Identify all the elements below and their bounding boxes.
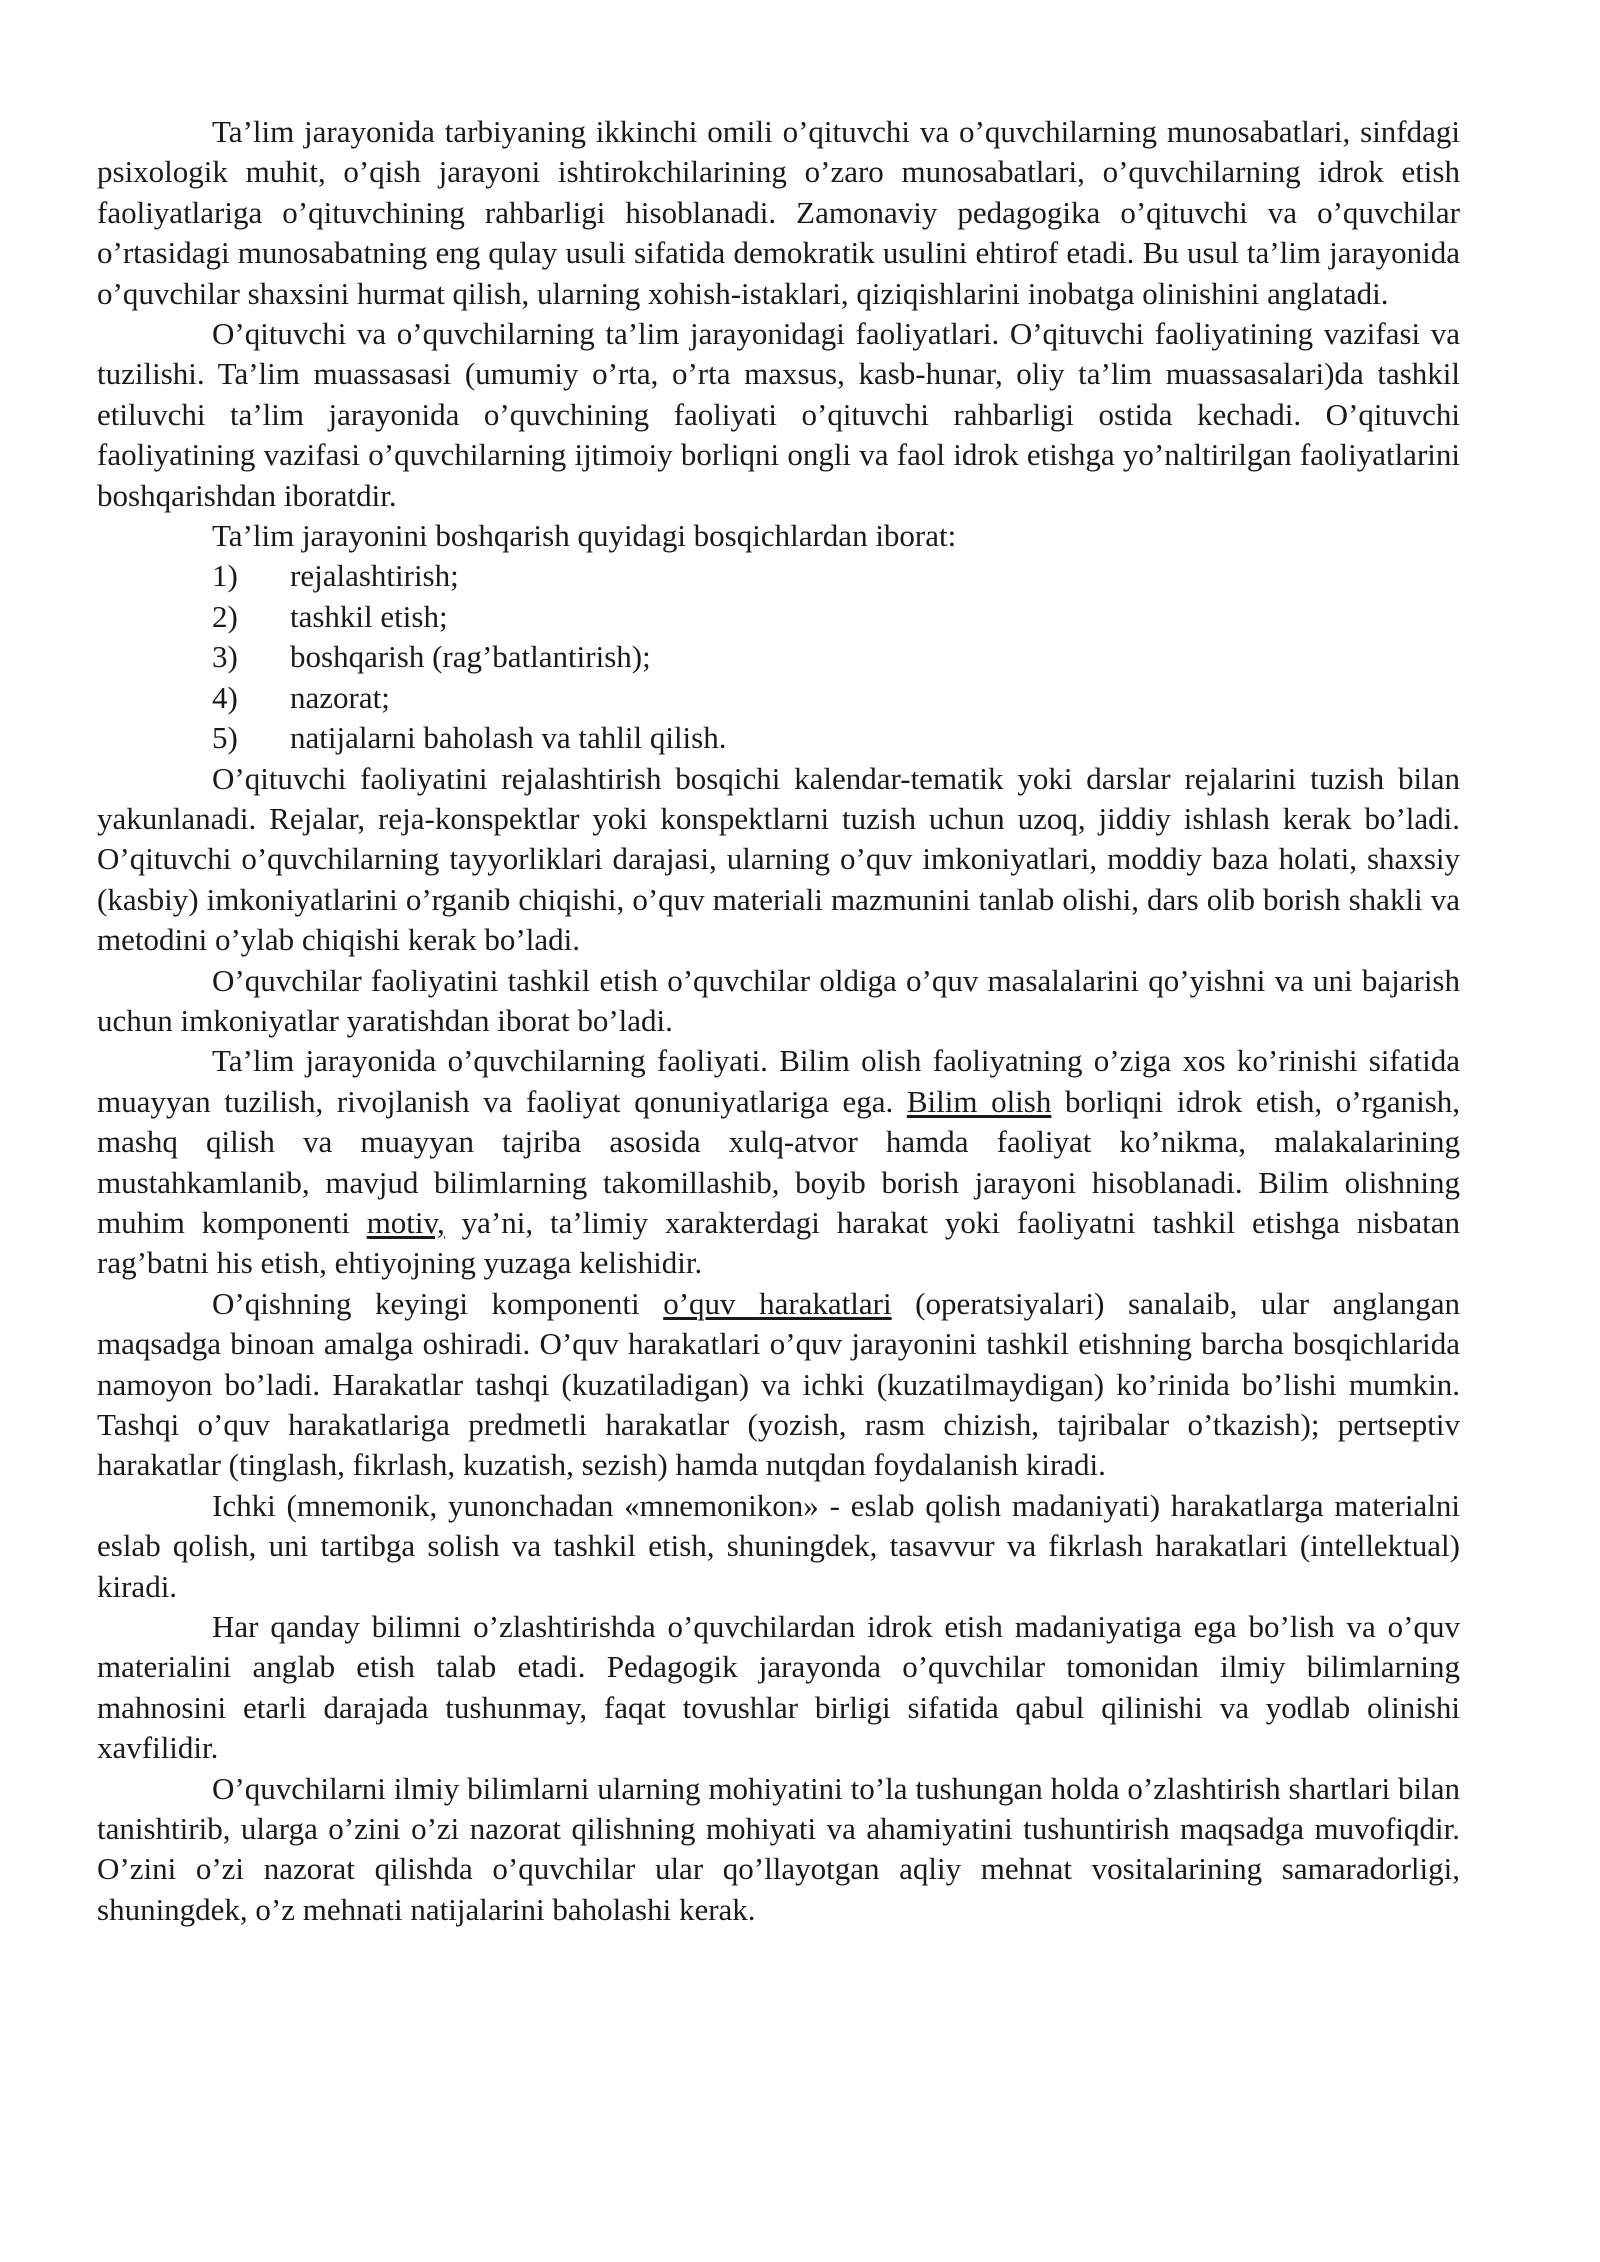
list-item-text: boshqarish (rag’batlantirish); xyxy=(290,639,651,675)
list-item-number: 2) xyxy=(212,598,238,634)
paragraph-8: Ichki (mnemonik, yunonchadan «mnemonikon» - eslab qolish madaniyati) harakatlarga materialni eslab qolish, uni tartibga solish va tashkil etish, shuningdek, tasavvur va fikrlash harakatlari (intellektual) kiradi. xyxy=(97,1487,1460,1604)
list-item xyxy=(97,597,1460,637)
list-item xyxy=(97,718,1460,758)
paragraph-6-text-a: Ta’lim jarayonida o’quvchilarning faoliyati. Bilim olish faoliyatning o’ziga xos ko’rinishi sifatida muayyan tuzilish, rivojlanish va faoliyat qonuniyatlariga ega. xyxy=(97,1043,1460,1119)
paragraph-7-text-b: (operatsiyalari) sanalaib, ular anglangan maqsadga binoan amalga oshiradi. O’quv harakatlari o’quv jarayonini tashkil etishning barcha bosqichlarida namoyon bo’ladi. Harakatlar tashqi (kuzatiladigan) va ichki (kuzatilmaydigan) ko’rinida bo’lishi mumkin. Tashqi o’quv harakatlariga predmetli harakatlar (yozish, rasm chizish, tajribalar o’tkazish); pertseptiv harakatlar (tinglash, fikrlash, kuzatish, sezish) hamda nutqdan foydalanish kiradi. xyxy=(97,1285,1460,1483)
paragraph-4: O’qituvchi faoliyatini rejalashtirish bosqichi kalendar-tematik yoki darslar rejalarini tuzish bilan yakunlanadi. Rejalar, reja-konspektlar yoki konspektlarni tuzish uchun uzoq, jiddiy ishlash kerak bo’ladi. O’qituvchi o’quvchilarning tayyorliklari darajasi, ularning o’quv imkoniyatlari, moddiy baza holati, shaxsiy (kasbiy) imkoniyatlarini o’rganib chiqishi, o’quv materiali mazmunini tanlab olishi, dars olib borish shakli va metodini o’ylab chiqishi kerak bo’ladi. xyxy=(97,760,1460,958)
underlined-term-bilim-olish: Bilim olish xyxy=(906,1083,1052,1119)
paragraph-6-text-c: ya’ni, ta’limiy xarakterdagi harakat yoki faoliyatni tashkil etishga nisbatan rag’batni his etish, ehtiyojning yuzaga kelishidir. xyxy=(97,1204,1461,1281)
list-item-text: nazorat; xyxy=(290,679,390,715)
paragraph-9: Har qanday bilimni o’zlashtirishda o’quvchilardan idrok etish madaniyatiga ega bo’lish va o’quv materialini anglab etish talab etadi. Pedagogik jarayonda o’quvchilar tomonidan ilmiy bilimlarning mahnosini etarli darajada tushunmay, faqat tovushlar birligi sifatida qabul qilinishi va yodlab olinishi xavfilidir. xyxy=(97,1609,1460,1766)
list-item-text: tashkil etish; xyxy=(290,598,448,634)
underlined-term-motiv: motiv, xyxy=(366,1204,445,1240)
list-item-number: 4) xyxy=(212,679,238,715)
management-stages-list xyxy=(97,556,1460,758)
paragraph-1: Ta’lim jarayonida tarbiyaning ikkinchi omili o’qituvchi va o’quvchilarning munosabatlari, sinfdagi psixologik muhit, o’qish jarayoni ishtirokchilarining o’zaro munosabatlari, o’quvchilarning idrok etish faoliyatlariga o’qituvchining rahbarligi hisoblanadi. Zamonaviy pedagogika o’qituvchi va o’quvchilar o’rtasidagi munosabatning eng qulay usuli sifatida demokratik usulini ehtirof etadi. Bu usul ta’lim jarayonida o’quvchilar shaxsini hurmat qilish, ularning xohish-istaklari, qiziqishlarini inobatga olinishini anglatadi. xyxy=(97,114,1460,311)
list-item-text: natijalarni baholash va tahlil qilish. xyxy=(290,720,727,756)
paragraph-7-text-a: O’qishning keyingi komponenti xyxy=(212,1285,664,1321)
paragraph-3: Ta’lim jarayonini boshqarish quyidagi bosqichlardan iborat: xyxy=(212,518,957,554)
list-item-number: 3) xyxy=(212,639,238,675)
list-item-number: 5) xyxy=(212,720,238,756)
paragraph-2: O’qituvchi va o’quvchilarning ta’lim jarayonidagi faoliyatlari. O’qituvchi faoliyatining vazifasi va tuzilishi. Ta’lim muassasasi (umumiy o’rta, o’rta maxsus, kasb-hunar, oliy ta’lim muassasalari)da tashkil etiluvchi ta’lim jarayonida o’quvchining faoliyati o’qituvchi rahbarligi ostida kechadi. O’qituvchi faoliyatining vazifasi o’quvchilarning ijtimoiy borliqni ongli va faol idrok etishga yo’naltirilgan faoliyatlarini boshqarishdan iboratdir. xyxy=(97,316,1460,513)
list-item-text: rejalashtirish; xyxy=(290,558,459,594)
list-item-number: 1) xyxy=(212,558,238,594)
underlined-term-oquv-harakatlari: o’quv harakatlari xyxy=(663,1285,892,1321)
paragraph-6-text-b: borliqni idrok etish, o’rganish, mashq qilish va muayyan tajriba asosida xulq-atvor hamda faoliyat ko’nikma, malakalarining mustahkamlanib, mavjud bilimlarning takomillashib, boyib borish jarayoni hisoblanadi. Bilim olishning muhim komponenti xyxy=(97,1083,1461,1240)
list-item xyxy=(97,556,1460,596)
paragraph-7 xyxy=(97,1284,1460,1486)
paragraph-10: O’quvchilarni ilmiy bilimlarni ularning mohiyatini to’la tushungan holda o’zlashtirish shartlari bilan tanishtirib, ularga o’zini o’zi nazorat qilishning mohiyati va ahamiyatini tushuntirish maqsadga muvofiqdir. O’zini o’zi nazorat qilishda o’quvchilar ular qo’llayotgan aqliy mehnat vositalarining samaradorligi, shuningdek, o’z mehnati natijalarini baholashi kerak. xyxy=(97,1770,1460,1927)
paragraph-5: O’quvchilar faoliyatini tashkil etish o’quvchilar oldiga o’quv masalalarini qo’yishni va uni bajarish uchun imkoniyatlar yaratishdan iborat bo’ladi. xyxy=(97,962,1460,1038)
list-item xyxy=(97,637,1460,677)
paragraph-6 xyxy=(97,1041,1460,1283)
list-item xyxy=(97,678,1460,718)
document-page xyxy=(97,112,1460,1930)
